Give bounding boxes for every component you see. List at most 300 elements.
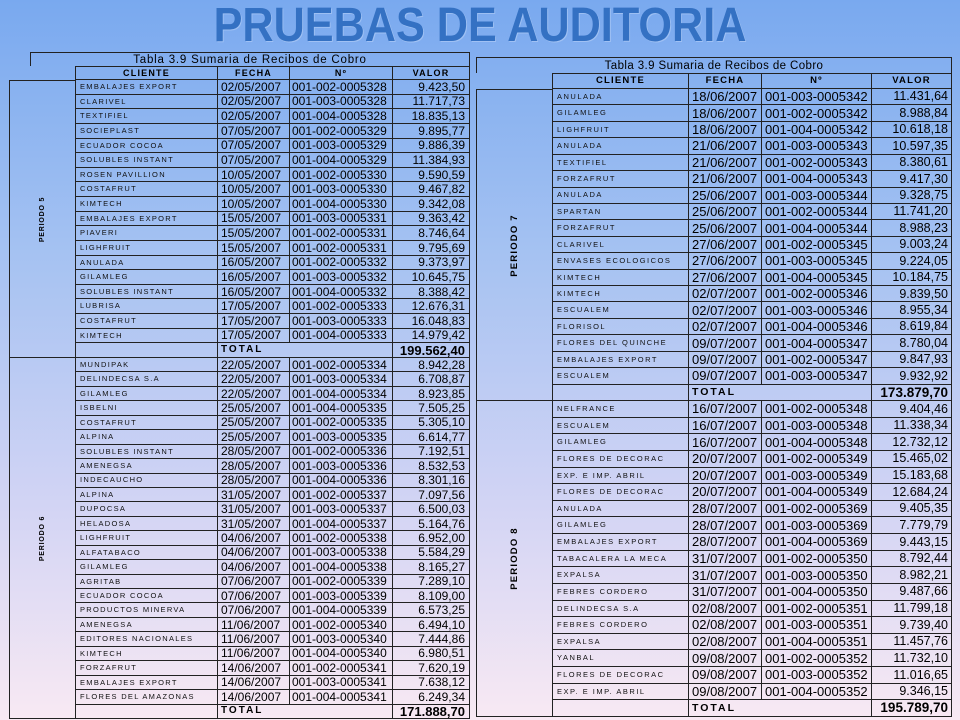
table-row (76, 270, 470, 285)
amount-cell: 6.500,03 (393, 502, 470, 515)
client-cell: ESCUALEM (553, 302, 689, 317)
receipt-number-cell: 001-003-0005328 (290, 95, 393, 109)
period-block (9, 80, 470, 358)
amount-cell: 11.799,18 (872, 601, 952, 617)
table-row (76, 197, 470, 212)
period-label: PERIODO 7 (508, 213, 520, 277)
receipt-number-cell: 001-003-0005331 (290, 212, 393, 226)
client-cell: GILAMLEG (553, 517, 689, 533)
client-cell: ENVASES ECOLOGICOS (553, 253, 689, 268)
amount-cell: 8.301,16 (393, 474, 470, 487)
date-cell: 07/05/2007 (218, 153, 290, 167)
amount-cell: 18.835,13 (393, 109, 470, 123)
client-cell: CLARIVEL (76, 95, 218, 109)
client-cell: EDITORES NACIONALES (76, 632, 218, 645)
table-row (76, 387, 470, 401)
table-caption: Tabla 3.9 Sumaria de Recibos de Cobro (476, 57, 952, 73)
amount-cell: 9.003,24 (872, 237, 952, 252)
table-row (553, 335, 952, 351)
client-cell: GILAMLEG (76, 560, 218, 573)
period-label-cell (9, 80, 76, 358)
receipt-number-cell: 001-004-0005335 (290, 401, 393, 414)
date-cell: 21/06/2007 (689, 155, 762, 170)
date-cell: 02/07/2007 (689, 302, 762, 317)
date-cell: 09/08/2007 (689, 650, 762, 666)
receipt-number-cell: 001-002-0005328 (290, 80, 393, 94)
period-block (476, 401, 952, 717)
table-row (553, 551, 952, 568)
client-cell: ANULADA (553, 89, 689, 104)
amount-cell: 7.620,19 (393, 661, 470, 674)
header-receipt-number: Nº (762, 74, 872, 89)
client-cell: ANULADA (76, 256, 218, 270)
amount-cell: 9.839,50 (872, 286, 952, 301)
client-cell: EMBALAJES EXPORT (76, 212, 218, 226)
receipt-number-cell: 001-002-0005347 (762, 352, 872, 367)
date-cell: 22/05/2007 (218, 372, 290, 385)
date-cell: 25/05/2007 (218, 430, 290, 443)
amount-cell: 12.684,24 (872, 484, 952, 500)
table-row (76, 474, 470, 488)
table-row (553, 286, 952, 302)
date-cell: 17/05/2007 (218, 299, 290, 313)
date-cell: 17/05/2007 (218, 329, 290, 343)
receipt-number-cell: 001-004-0005337 (290, 517, 393, 530)
receipt-number-cell: 001-003-0005341 (290, 676, 393, 689)
date-cell: 14/06/2007 (218, 661, 290, 674)
table-row (76, 168, 470, 183)
table-row (553, 352, 952, 368)
receipt-number-cell: 001-002-0005349 (762, 451, 872, 467)
receipt-number-cell: 001-003-0005369 (762, 517, 872, 533)
table-row (553, 451, 952, 468)
client-cell: GILAMLEG (76, 387, 218, 400)
total-blank-cell (76, 705, 218, 718)
period-rows (553, 89, 952, 401)
receipts-summary-table-left (9, 52, 470, 719)
client-cell: FORZAFRUT (553, 220, 689, 235)
date-cell: 31/07/2007 (689, 584, 762, 600)
receipt-number-cell: 001-002-0005352 (762, 650, 872, 666)
date-cell: 28/07/2007 (689, 534, 762, 550)
amount-cell: 9.590,59 (393, 168, 470, 182)
amount-cell: 9.423,50 (393, 80, 470, 94)
table-row (76, 531, 470, 545)
client-cell: TEXTIFIEL (553, 155, 689, 170)
amount-cell: 8.619,84 (872, 319, 952, 334)
date-cell: 28/07/2007 (689, 501, 762, 517)
client-cell: EXPALSA (553, 567, 689, 583)
client-cell: SOCIEPLAST (76, 124, 218, 138)
date-cell: 14/06/2007 (218, 676, 290, 689)
receipt-number-cell: 001-004-0005342 (762, 122, 872, 137)
date-cell: 02/08/2007 (689, 617, 762, 633)
amount-cell: 9.487,66 (872, 584, 952, 600)
receipt-number-cell: 001-002-0005351 (762, 601, 872, 617)
total-value: 195.789,70 (872, 700, 952, 716)
receipt-number-cell: 001-004-0005352 (762, 684, 872, 700)
receipt-number-cell: 001-004-0005344 (762, 220, 872, 235)
receipt-number-cell: 001-002-0005346 (762, 286, 872, 301)
receipt-number-cell: 001-004-0005338 (290, 560, 393, 573)
period-rows (553, 401, 952, 717)
client-cell: MUNDIPAK (76, 358, 218, 371)
table-row (553, 601, 952, 618)
client-cell: FEBRES CORDERO (553, 617, 689, 633)
receipt-number-cell: 001-003-0005330 (290, 182, 393, 196)
date-cell: 25/05/2007 (218, 401, 290, 414)
receipt-number-cell: 001-002-0005344 (762, 204, 872, 219)
table-row (553, 171, 952, 187)
table-row (553, 418, 952, 435)
amount-cell: 6.249,34 (393, 690, 470, 703)
amount-cell: 5.584,29 (393, 546, 470, 559)
client-cell: ROSEN PAVILLION (76, 168, 218, 182)
receipt-number-cell: 001-003-0005349 (762, 468, 872, 484)
total-row (76, 343, 470, 358)
client-cell: SOLUBLES INSTANT (76, 285, 218, 299)
receipts-summary-table-right (476, 57, 952, 717)
receipt-number-cell: 001-002-0005350 (762, 551, 872, 567)
receipt-number-cell: 001-002-0005369 (762, 501, 872, 517)
date-cell: 28/05/2007 (218, 445, 290, 458)
amount-cell: 8.380,61 (872, 155, 952, 170)
period-rows (76, 80, 470, 358)
receipt-number-cell: 001-003-0005334 (290, 372, 393, 385)
table-row (553, 155, 952, 171)
date-cell: 11/06/2007 (218, 618, 290, 631)
table-row (553, 484, 952, 501)
table-row (76, 212, 470, 227)
total-label: TOTAL (689, 385, 872, 400)
date-cell: 25/06/2007 (689, 188, 762, 203)
period-label-cell (9, 358, 76, 719)
table-row (553, 401, 952, 418)
client-cell: PRODUCTOS MINERVA (76, 603, 218, 616)
date-cell: 15/05/2007 (218, 226, 290, 240)
table-row (553, 220, 952, 236)
client-cell: KIMTECH (76, 197, 218, 211)
period-label-cell (476, 89, 553, 401)
client-cell: ANULADA (553, 501, 689, 517)
receipt-number-cell: 001-003-0005348 (762, 418, 872, 434)
client-cell: EMBALAJES EXPORT (553, 352, 689, 367)
date-cell: 04/06/2007 (218, 546, 290, 559)
receipt-number-cell: 001-004-0005348 (762, 434, 872, 450)
receipt-number-cell: 001-002-0005329 (290, 124, 393, 138)
receipt-number-cell: 001-003-0005351 (762, 617, 872, 633)
receipt-number-cell: 001-002-0005335 (290, 416, 393, 429)
receipt-number-cell: 001-002-0005331 (290, 226, 393, 240)
date-cell: 10/05/2007 (218, 168, 290, 182)
table-row (553, 684, 952, 701)
receipt-number-cell: 001-002-0005332 (290, 256, 393, 270)
date-cell: 21/06/2007 (689, 138, 762, 153)
total-value: 173.879,70 (872, 385, 952, 400)
client-cell: EMBALAJES EXPORT (553, 534, 689, 550)
table-row (76, 618, 470, 632)
amount-cell: 12.676,31 (393, 299, 470, 313)
amount-cell: 9.346,15 (872, 684, 952, 700)
receipt-number-cell: 001-004-0005346 (762, 319, 872, 334)
table-row (553, 501, 952, 518)
header-amount: VALOR (872, 74, 952, 89)
date-cell: 16/05/2007 (218, 270, 290, 284)
date-cell: 18/06/2007 (689, 89, 762, 104)
client-cell: SPARTAN (553, 204, 689, 219)
table-row (76, 575, 470, 589)
client-cell: INDECAUCHO (76, 474, 218, 487)
receipt-number-cell: 001-004-0005341 (290, 690, 393, 703)
table-row (76, 603, 470, 617)
receipt-number-cell: 001-003-0005345 (762, 253, 872, 268)
period-label: PERIODO 5 (38, 196, 46, 242)
table-row (553, 204, 952, 220)
date-cell: 28/05/2007 (218, 474, 290, 487)
table-row (76, 401, 470, 415)
table-row (553, 319, 952, 335)
amount-cell: 8.942,28 (393, 358, 470, 371)
amount-cell: 11.741,20 (872, 204, 952, 219)
amount-cell: 14.979,42 (393, 329, 470, 343)
date-cell: 25/06/2007 (689, 204, 762, 219)
date-cell: 16/07/2007 (689, 434, 762, 450)
date-cell: 16/05/2007 (218, 256, 290, 270)
client-cell: ANULADA (553, 188, 689, 203)
table-row (76, 632, 470, 646)
amount-cell: 9.417,30 (872, 171, 952, 186)
amount-cell: 9.847,93 (872, 352, 952, 367)
client-cell: FLORES DEL AMAZONAS (76, 690, 218, 703)
date-cell: 04/06/2007 (218, 560, 290, 573)
receipt-number-cell: 001-002-0005331 (290, 241, 393, 255)
date-cell: 07/06/2007 (218, 575, 290, 588)
amount-cell: 11.717,73 (393, 95, 470, 109)
total-label: TOTAL (218, 343, 393, 357)
date-cell: 09/08/2007 (689, 667, 762, 683)
table-row (553, 650, 952, 667)
date-cell: 22/05/2007 (218, 387, 290, 400)
header-client: CLIENTE (553, 74, 689, 89)
header-receipt-number: Nº (290, 67, 393, 80)
amount-cell: 11.016,65 (872, 667, 952, 683)
receipt-number-cell: 001-002-0005339 (290, 575, 393, 588)
receipt-number-cell: 001-003-0005347 (762, 368, 872, 383)
amount-cell: 8.988,84 (872, 105, 952, 120)
client-cell: EXP. E IMP. ABRIL (553, 468, 689, 484)
amount-cell: 7.779,79 (872, 517, 952, 533)
receipt-number-cell: 001-003-0005352 (762, 667, 872, 683)
client-cell: FLORES DE DECORAC (553, 667, 689, 683)
amount-cell: 6.494,10 (393, 618, 470, 631)
total-value: 171.888,70 (393, 705, 470, 718)
table-row (553, 468, 952, 485)
client-cell: FLORISOL (553, 319, 689, 334)
table-row (553, 617, 952, 634)
header-date: FECHA (218, 67, 290, 80)
amount-cell: 7.444,86 (393, 632, 470, 645)
client-cell: FORZAFRUT (553, 171, 689, 186)
table-row (553, 567, 952, 584)
client-cell: CLARIVEL (553, 237, 689, 252)
receipt-number-cell: 001-003-0005344 (762, 188, 872, 203)
amount-cell: 5.305,10 (393, 416, 470, 429)
receipt-number-cell: 001-004-0005334 (290, 387, 393, 400)
table-row (553, 302, 952, 318)
table-row (76, 329, 470, 344)
header-client: CLIENTE (76, 67, 218, 80)
receipt-number-cell: 001-002-0005334 (290, 358, 393, 371)
amount-cell: 6.708,87 (393, 372, 470, 385)
client-cell: HELADOSA (76, 517, 218, 530)
total-label: TOTAL (689, 700, 872, 716)
client-cell: ALPINA (76, 488, 218, 501)
date-cell: 16/05/2007 (218, 285, 290, 299)
amount-cell: 11.732,10 (872, 650, 952, 666)
date-cell: 10/05/2007 (218, 197, 290, 211)
amount-cell: 9.328,75 (872, 188, 952, 203)
table-row (76, 153, 470, 168)
table-row (76, 445, 470, 459)
table-row (553, 584, 952, 601)
table-row (553, 89, 952, 105)
total-blank-cell (553, 700, 689, 716)
receipt-number-cell: 001-002-0005336 (290, 445, 393, 458)
receipt-number-cell: 001-004-0005369 (762, 534, 872, 550)
client-cell: YANBAL (553, 650, 689, 666)
amount-cell: 10.597,35 (872, 138, 952, 153)
table-row (76, 661, 470, 675)
amount-cell: 10.184,75 (872, 270, 952, 285)
date-cell: 09/07/2007 (689, 352, 762, 367)
date-cell: 18/06/2007 (689, 105, 762, 120)
header-amount: VALOR (393, 67, 470, 80)
receipt-number-cell: 001-003-0005339 (290, 589, 393, 602)
table-row (76, 416, 470, 430)
table-row (76, 241, 470, 256)
receipt-number-cell: 001-003-0005333 (290, 314, 393, 328)
client-cell: KIMTECH (76, 647, 218, 660)
client-cell: KIMTECH (76, 329, 218, 343)
amount-cell: 9.224,05 (872, 253, 952, 268)
amount-cell: 11.384,93 (393, 153, 470, 167)
client-cell: GILAMLEG (553, 434, 689, 450)
client-cell: EXP. E IMP. ABRIL (553, 684, 689, 700)
table-row (76, 139, 470, 154)
amount-cell: 8.165,27 (393, 560, 470, 573)
client-cell: ECUADOR COCOA (76, 589, 218, 602)
date-cell: 27/06/2007 (689, 237, 762, 252)
date-cell: 25/05/2007 (218, 416, 290, 429)
amount-cell: 9.363,42 (393, 212, 470, 226)
date-cell: 07/05/2007 (218, 124, 290, 138)
date-cell: 31/05/2007 (218, 517, 290, 530)
amount-cell: 7.638,12 (393, 676, 470, 689)
table-caption: Tabla 3.9 Sumaria de Recibos de Cobro (30, 52, 470, 66)
receipt-number-cell: 001-004-0005350 (762, 584, 872, 600)
amount-cell: 9.443,15 (872, 534, 952, 550)
receipt-number-cell: 001-004-0005343 (762, 171, 872, 186)
receipt-number-cell: 001-004-0005347 (762, 335, 872, 350)
client-cell: TABACALERA LA MECA (553, 551, 689, 567)
client-cell: LIGHFRUIT (76, 241, 218, 255)
header-date: FECHA (689, 74, 762, 89)
date-cell: 31/07/2007 (689, 551, 762, 567)
date-cell: 20/07/2007 (689, 451, 762, 467)
amount-cell: 9.342,08 (393, 197, 470, 211)
table-row (553, 188, 952, 204)
amount-cell: 9.467,82 (393, 182, 470, 196)
amount-cell: 7.192,51 (393, 445, 470, 458)
total-blank-cell (553, 385, 689, 400)
amount-cell: 9.932,92 (872, 368, 952, 383)
receipt-number-cell: 001-004-0005351 (762, 634, 872, 650)
amount-cell: 10.645,75 (393, 270, 470, 284)
table-row (76, 676, 470, 690)
amount-cell: 11.338,34 (872, 418, 952, 434)
receipt-number-cell: 001-003-0005337 (290, 502, 393, 515)
table-row (76, 95, 470, 110)
table-row (553, 434, 952, 451)
amount-cell: 7.097,56 (393, 488, 470, 501)
client-cell: FLORES DEL QUINCHE (553, 335, 689, 350)
total-label: TOTAL (218, 705, 393, 718)
client-cell: COSTAFRUT (76, 182, 218, 196)
amount-cell: 8.388,42 (393, 285, 470, 299)
amount-cell: 15.183,68 (872, 468, 952, 484)
amount-cell: 9.739,40 (872, 617, 952, 633)
date-cell: 27/06/2007 (689, 270, 762, 285)
amount-cell: 6.573,25 (393, 603, 470, 616)
client-cell: TEXTIFIEL (76, 109, 218, 123)
client-cell: AMENEGSA (76, 618, 218, 631)
client-cell: DELINDECSA S.A (553, 601, 689, 617)
date-cell: 02/07/2007 (689, 319, 762, 334)
table-row (553, 517, 952, 534)
amount-cell: 11.457,76 (872, 634, 952, 650)
amount-cell: 9.404,46 (872, 401, 952, 417)
period-block (476, 89, 952, 401)
amount-cell: 8.532,53 (393, 459, 470, 472)
table-row (76, 109, 470, 124)
client-cell: EMBALAJES EXPORT (76, 80, 218, 94)
date-cell: 04/06/2007 (218, 531, 290, 544)
receipt-number-cell: 001-002-0005333 (290, 299, 393, 313)
amount-cell: 5.164,76 (393, 517, 470, 530)
date-cell: 28/07/2007 (689, 517, 762, 533)
amount-cell: 8.780,04 (872, 335, 952, 350)
table-row (76, 226, 470, 241)
receipt-number-cell: 001-002-0005343 (762, 155, 872, 170)
date-cell: 31/07/2007 (689, 567, 762, 583)
date-cell: 15/05/2007 (218, 241, 290, 255)
client-cell: EXPALSA (553, 634, 689, 650)
date-cell: 18/06/2007 (689, 122, 762, 137)
table-row (76, 358, 470, 372)
client-cell: FLORES DE DECORAC (553, 451, 689, 467)
receipt-number-cell: 001-003-0005343 (762, 138, 872, 153)
receipt-number-cell: 001-002-0005341 (290, 661, 393, 674)
table-row (76, 430, 470, 444)
client-cell: ALFATABACO (76, 546, 218, 559)
client-cell: ESCUALEM (553, 368, 689, 383)
date-cell: 11/06/2007 (218, 632, 290, 645)
client-cell: COSTAFRUT (76, 314, 218, 328)
table-row (76, 517, 470, 531)
client-cell: DUPOCSA (76, 502, 218, 515)
amount-cell: 8.988,23 (872, 220, 952, 235)
client-cell: ANULADA (553, 138, 689, 153)
